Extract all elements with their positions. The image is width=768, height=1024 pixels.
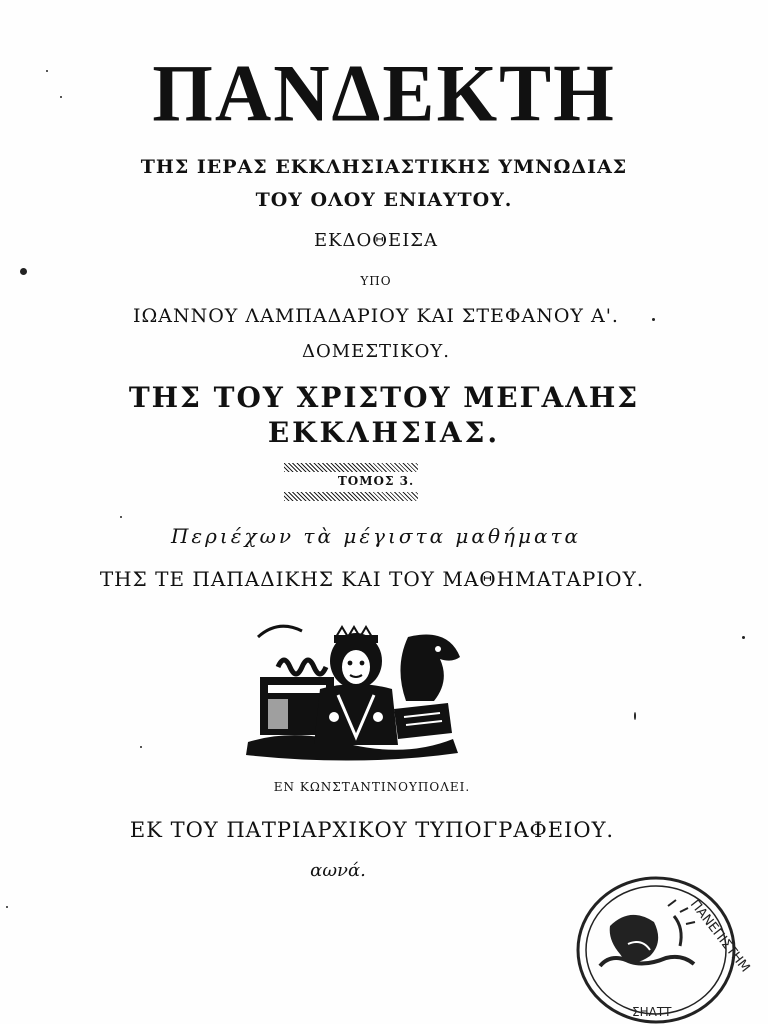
- svg-text:ΣΗΛΤΤ: ΣΗΛΤΤ: [632, 1005, 672, 1019]
- editor-office: ΔΟΜΕΣΤΙΚΟΥ.: [302, 341, 450, 362]
- ornamental-bust-emblem-icon: [238, 617, 468, 761]
- church-line-2: ΕΚΚΛΗΣΙΑΣ.: [267, 416, 501, 449]
- subtitle-line-2: ΤΟΥ ΟΛΟΥ ΕΝΙΑΥΤΟΥ.: [255, 189, 513, 211]
- scan-speck: [20, 268, 27, 275]
- ornamental-rule-top: [284, 463, 418, 472]
- by-label: ΥΠΟ: [360, 274, 392, 288]
- stamp-text: [632, 897, 752, 1019]
- scan-speck: [742, 636, 745, 639]
- ornamental-rule-bottom: [284, 492, 418, 501]
- book-title: ΠΑΝΔΕΚΤΗ: [152, 46, 616, 139]
- svg-text:ΠΑΝΕΠΙΣΤΗΜ: ΠΑΝΕΠΙΣΤΗΜ: [686, 897, 753, 976]
- scan-speck: [46, 70, 48, 72]
- scan-speck: [634, 712, 636, 720]
- scan-speck: [6, 906, 8, 908]
- scan-speck: [60, 96, 62, 98]
- publication-place: ΕΝ ΚΩΝΣΤΑΝΤΙΝΟΥΠΟΛΕΙ.: [273, 780, 471, 794]
- contents-note: Περιέχων τὰ μέγιστα μαθήματα: [170, 524, 582, 548]
- library-seal-stamp-icon: [570, 866, 753, 1024]
- volume-label: ΤΟΜΟΣ 3.: [337, 474, 415, 488]
- church-line-1: ΤΗΣ ΤΟΥ ΧΡΙΣΤΟΥ ΜΕΓΑΛΗΣ: [128, 381, 640, 414]
- editors-names: ΙΩΑΝΝΟΥ ΛΑΜΠΑΔΑΡΙΟΥ ΚΑΙ ΣΤΕΦΑΝΟΥ Α'.: [133, 305, 619, 327]
- printing-press: ΕΚ ΤΟΥ ΠΑΤΡΙΑΡΧΙΚΟΥ ΤΥΠΟΓΡΑΦΕΙΟΥ.: [129, 818, 615, 842]
- contents-books: ΤΗΣ ΤΕ ΠΑΠΑΔΙΚΗΣ ΚΑΙ ΤΟΥ ΜΑΘΗΜΑΤΑΡΙΟΥ.: [99, 567, 645, 591]
- scan-speck: [140, 746, 142, 748]
- publication-year: αωνά.: [310, 860, 366, 881]
- subtitle-line-1: ΤΗΣ ΙΕΡΑΣ ΕΚΚΛΗΣΙΑΣΤΙΚΗΣ ΥΜΝΩΔΙΑΣ: [140, 156, 628, 178]
- published-label: ΕΚΔΟΘΕΙΣΑ: [313, 230, 439, 251]
- scan-speck: [120, 516, 122, 518]
- scan-speck: [652, 318, 655, 321]
